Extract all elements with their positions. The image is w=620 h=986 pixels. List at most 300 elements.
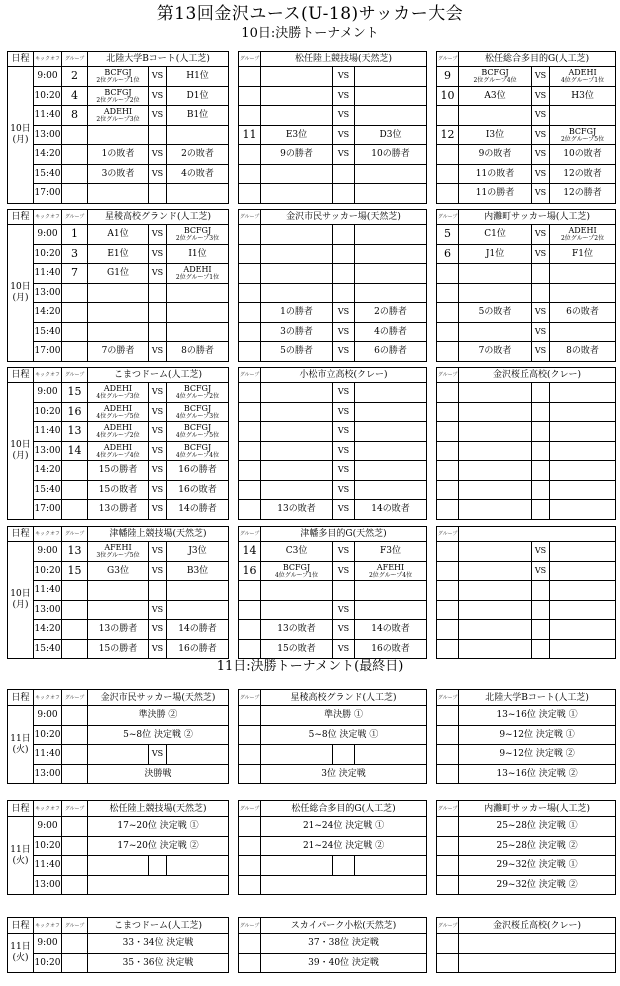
- match-number: 7: [62, 264, 88, 284]
- match-label: 21~24位 決定戦 ①: [261, 817, 427, 837]
- match-number: 15: [62, 561, 88, 581]
- table-row: [8, 322, 616, 342]
- venue-name: スカイパーク小松(天然芝): [261, 918, 427, 934]
- vs-label: VS: [149, 225, 167, 245]
- team-b: [355, 402, 427, 422]
- table-row: [8, 600, 616, 620]
- vs-label: VS: [532, 342, 550, 362]
- group-cell: [62, 764, 88, 784]
- match-number: [437, 264, 459, 284]
- team-b: 14の敗者: [355, 620, 427, 640]
- match-label: 25~28位 決定戦 ②: [459, 836, 616, 856]
- table-row: [8, 875, 616, 895]
- team-b: [167, 125, 229, 145]
- group-header: グループ: [239, 918, 261, 934]
- team-line: BCFGJ: [104, 68, 132, 78]
- team-a: 13の敗者: [261, 500, 333, 520]
- match-number: [239, 620, 261, 640]
- spacer: [229, 706, 239, 726]
- vs-label: VS: [149, 264, 167, 284]
- empty-cell: [167, 745, 229, 765]
- match-label: 3位 決定戦: [261, 764, 427, 784]
- vs-label: VS: [149, 745, 167, 765]
- day-label: 11日(火): [8, 706, 34, 784]
- vs-label: VS: [532, 125, 550, 145]
- table-row: [8, 725, 616, 745]
- team-subline: 2位グループ4位: [368, 571, 413, 579]
- team-b: [355, 480, 427, 500]
- spacer: [229, 725, 239, 745]
- group-cell: [62, 934, 88, 954]
- match-number: 10: [437, 86, 459, 106]
- table-row: [8, 303, 616, 323]
- team-a: [88, 422, 149, 442]
- team-a: [88, 283, 149, 303]
- spacer: [427, 745, 437, 765]
- table-row: [8, 953, 616, 973]
- team-subline: 4位グループ1位: [274, 571, 319, 579]
- group-header: グループ: [437, 690, 459, 706]
- spacer: [427, 801, 437, 817]
- team-a: [459, 322, 532, 342]
- team-b: D3位: [355, 125, 427, 145]
- team-b: 4の勝者: [355, 322, 427, 342]
- group-cell: [62, 745, 88, 765]
- team-b: 14の勝者: [167, 500, 229, 520]
- match-number: [62, 620, 88, 640]
- group-header: グループ: [62, 210, 88, 225]
- table-row: [8, 264, 616, 284]
- team-b: [550, 125, 616, 145]
- spacer: [427, 706, 437, 726]
- vs-label: [532, 600, 550, 620]
- team-b: 14の敗者: [355, 500, 427, 520]
- match-number: [239, 639, 261, 659]
- venue-name: 松任陸上競技場(天然芝): [261, 52, 427, 67]
- empty-cell: [88, 856, 149, 876]
- kickoff-time: 17:00: [34, 184, 62, 204]
- group-header: グループ: [239, 368, 261, 383]
- vs-label: VS: [333, 322, 355, 342]
- team-a: 13の勝者: [88, 620, 149, 640]
- empty-cell: [355, 745, 427, 765]
- match-number: [239, 264, 261, 284]
- match-label: 5~8位 決定戦 ②: [88, 725, 229, 745]
- match-number: [62, 461, 88, 481]
- kickoff-time: 10:20: [34, 244, 62, 264]
- team-a: [261, 480, 333, 500]
- match-number: [62, 600, 88, 620]
- team-b: [167, 303, 229, 323]
- vs-label: VS: [149, 461, 167, 481]
- team-b: [550, 322, 616, 342]
- vs-label: VS: [333, 461, 355, 481]
- team-a: 1の勝者: [261, 303, 333, 323]
- team-b: 4の敗者: [167, 164, 229, 184]
- team-b: D1位: [167, 86, 229, 106]
- day10-heading: 10日:決勝トーナメント: [241, 26, 379, 41]
- table-row: [8, 86, 616, 106]
- team-line: ADEHI: [103, 384, 133, 394]
- team-a: [88, 86, 149, 106]
- venue-name: こまつドーム(人工芝): [88, 368, 229, 383]
- match-number: [239, 402, 261, 422]
- team-b: [550, 264, 616, 284]
- date-header: 日程: [8, 210, 34, 225]
- group-cell: [239, 836, 261, 856]
- match-number: [62, 500, 88, 520]
- match-number: [239, 480, 261, 500]
- team-b: [550, 461, 616, 481]
- team-a: [88, 542, 149, 562]
- empty-cell: [88, 745, 149, 765]
- vs-label: [333, 581, 355, 601]
- spacer: [229, 801, 239, 817]
- team-line: BCFGJ: [183, 442, 212, 452]
- spacer: [229, 52, 239, 67]
- kickoff-time: 13:00: [34, 441, 62, 461]
- match-label: [261, 875, 427, 895]
- team-a: [88, 402, 149, 422]
- spacer: [229, 461, 239, 481]
- spacer: [229, 817, 239, 837]
- team-b: [355, 86, 427, 106]
- vs-label: [333, 225, 355, 245]
- vs-label: [532, 500, 550, 520]
- day10-block: [7, 526, 616, 659]
- team-line: ADEHI: [568, 226, 597, 236]
- vs-label: VS: [149, 500, 167, 520]
- match-number: [239, 500, 261, 520]
- spacer: [229, 542, 239, 562]
- match-number: [437, 542, 459, 562]
- vs-label: VS: [532, 184, 550, 204]
- team-b: [550, 581, 616, 601]
- table-row: [8, 500, 616, 520]
- vs-label: VS: [149, 422, 167, 442]
- team-a: [459, 67, 532, 87]
- vs-label: VS: [333, 422, 355, 442]
- spacer: [427, 817, 437, 837]
- team-subline: 2位グループ2位: [96, 96, 140, 104]
- vs-label: [149, 125, 167, 145]
- team-a: [88, 441, 149, 461]
- match-number: 14: [239, 542, 261, 562]
- team-a: [88, 125, 149, 145]
- vs-label: VS: [333, 145, 355, 165]
- spacer: [427, 422, 437, 442]
- date-header: 日程: [8, 918, 34, 934]
- vs-label: VS: [149, 600, 167, 620]
- match-number: 3: [62, 244, 88, 264]
- spacer: [427, 856, 437, 876]
- spacer: [229, 836, 239, 856]
- team-b: [550, 600, 616, 620]
- spacer: [427, 368, 437, 383]
- team-a: 15の敗者: [261, 639, 333, 659]
- team-b: [355, 264, 427, 284]
- team-line: ADEHI: [183, 265, 212, 275]
- team-b: 8の敗者: [550, 342, 616, 362]
- kickoff-time: 11:40: [34, 581, 62, 601]
- team-a: A3位: [459, 86, 532, 106]
- day10-block: [7, 51, 616, 204]
- match-label: 17~20位 決定戦 ②: [88, 836, 229, 856]
- team-b: F3位: [355, 542, 427, 562]
- page-title: 第13回金沢ユース(U-18)サッカー大会: [156, 4, 464, 24]
- team-a: [459, 600, 532, 620]
- venue-name: 星稜高校グランド(人工芝): [261, 690, 427, 706]
- venue-name: 小松市立高校(クレー): [261, 368, 427, 383]
- team-b: [355, 561, 427, 581]
- table-row: [8, 283, 616, 303]
- team-b: [355, 422, 427, 442]
- group-header: グループ: [62, 52, 88, 67]
- spacer: [427, 441, 437, 461]
- venue-name: 北陸大学Bコート(人工芝): [88, 52, 229, 67]
- spacer: [229, 184, 239, 204]
- team-a: [459, 639, 532, 659]
- team-a: [459, 264, 532, 284]
- spacer: [229, 480, 239, 500]
- team-b: [550, 67, 616, 87]
- team-a: 5の敗者: [459, 303, 532, 323]
- team-b: [355, 600, 427, 620]
- team-a: [88, 184, 149, 204]
- team-b: [355, 67, 427, 87]
- team-subline: 4位グループ1位: [560, 77, 605, 85]
- team-subline: 4位グループ2位: [175, 393, 220, 401]
- day10-block: [7, 209, 616, 362]
- match-number: [239, 422, 261, 442]
- spacer: [427, 639, 437, 659]
- team-subline: 2位グループ1位: [96, 77, 140, 85]
- spacer: [229, 210, 239, 225]
- vs-label: [532, 639, 550, 659]
- spacer: [229, 303, 239, 323]
- team-subline: 4位グループ2位: [96, 432, 140, 440]
- date-header: 日程: [8, 368, 34, 383]
- match-number: 13: [62, 422, 88, 442]
- vs-label: [333, 283, 355, 303]
- date-header: 日程: [8, 527, 34, 542]
- team-b: [550, 383, 616, 403]
- match-number: [437, 145, 459, 165]
- group-cell: [239, 725, 261, 745]
- match-number: [437, 620, 459, 640]
- spacer: [229, 422, 239, 442]
- vs-label: [532, 480, 550, 500]
- team-a: [261, 225, 333, 245]
- table-row: [8, 67, 616, 87]
- team-b: [550, 402, 616, 422]
- group-cell: [239, 875, 261, 895]
- team-a: [459, 422, 532, 442]
- vs-label: VS: [149, 67, 167, 87]
- team-b: [550, 639, 616, 659]
- team-a: [261, 422, 333, 442]
- match-number: 5: [437, 225, 459, 245]
- team-a: 15の勝者: [88, 639, 149, 659]
- team-a: 15の勝者: [88, 461, 149, 481]
- team-b: 6の勝者: [355, 342, 427, 362]
- match-number: [62, 480, 88, 500]
- kickoff-time: 17:00: [34, 342, 62, 362]
- team-subline: 2位グループ3位: [175, 235, 220, 243]
- vs-label: VS: [333, 402, 355, 422]
- group-cell: [239, 953, 261, 973]
- match-number: [437, 342, 459, 362]
- spacer: [229, 690, 239, 706]
- match-number: [239, 283, 261, 303]
- match-label: 9~12位 決定戦 ②: [459, 745, 616, 765]
- team-subline: 2位グループ4位: [473, 77, 517, 85]
- vs-label: [149, 283, 167, 303]
- team-subline: 2位グループ2位: [560, 235, 605, 243]
- team-b: 6の敗者: [550, 303, 616, 323]
- team-a: [261, 441, 333, 461]
- group-cell: [239, 856, 261, 876]
- team-b: [167, 441, 229, 461]
- spacer: [427, 322, 437, 342]
- team-b: H3位: [550, 86, 616, 106]
- table-row: [8, 856, 616, 876]
- empty-cell: [149, 856, 167, 876]
- vs-label: [532, 441, 550, 461]
- group-header: グループ: [437, 52, 459, 67]
- team-a: [88, 581, 149, 601]
- spacer: [427, 225, 437, 245]
- team-a: [261, 283, 333, 303]
- team-line: AFEHI: [104, 543, 132, 553]
- match-label: 準決勝 ①: [261, 706, 427, 726]
- vs-label: VS: [532, 67, 550, 87]
- spacer: [229, 342, 239, 362]
- vs-label: VS: [532, 303, 550, 323]
- spacer: [427, 875, 437, 895]
- group-cell: [437, 725, 459, 745]
- team-subline: 4位グループ3位: [96, 393, 140, 401]
- group-header: グループ: [437, 527, 459, 542]
- empty-cell: [355, 856, 427, 876]
- team-b: B1位: [167, 106, 229, 126]
- spacer: [229, 106, 239, 126]
- group-header: グループ: [437, 801, 459, 817]
- vs-label: VS: [333, 600, 355, 620]
- kickoff-time: 11:40: [34, 856, 62, 876]
- team-b: 16の敗者: [167, 480, 229, 500]
- match-label: 37・38位 決定戦: [261, 934, 427, 954]
- team-a: [261, 461, 333, 481]
- vs-label: [149, 303, 167, 323]
- match-number: [239, 303, 261, 323]
- team-a: [88, 383, 149, 403]
- table-row: [8, 542, 616, 562]
- spacer: [427, 184, 437, 204]
- group-cell: [62, 875, 88, 895]
- vs-label: [149, 581, 167, 601]
- team-line: BCFGJ: [183, 423, 212, 433]
- spacer: [229, 441, 239, 461]
- table-row: [8, 106, 616, 126]
- table-row: [8, 764, 616, 784]
- match-number: [437, 639, 459, 659]
- spacer: [427, 244, 437, 264]
- match-label: 39・40位 決定戦: [261, 953, 427, 973]
- team-a: [459, 441, 532, 461]
- table-row: [8, 480, 616, 500]
- match-number: 2: [62, 67, 88, 87]
- empty-cell: [333, 745, 355, 765]
- team-a: [261, 264, 333, 284]
- kickoff-time: 13:00: [34, 600, 62, 620]
- empty-cell: [333, 856, 355, 876]
- team-line: BCFGJ: [183, 226, 212, 236]
- group-cell: [62, 725, 88, 745]
- group-header: グループ: [437, 918, 459, 934]
- group-cell: [437, 875, 459, 895]
- spacer: [427, 67, 437, 87]
- spacer: [427, 764, 437, 784]
- venue-name: 金沢市民サッカー場(天然芝): [261, 210, 427, 225]
- team-b: [550, 225, 616, 245]
- kickoff-time: 9:00: [34, 706, 62, 726]
- match-number: [437, 106, 459, 126]
- match-number: [239, 322, 261, 342]
- team-b: [550, 106, 616, 126]
- venue-name: 松任総合多目的G(人工芝): [261, 801, 427, 817]
- match-number: [62, 581, 88, 601]
- day-label: 10日(月): [8, 67, 34, 204]
- team-line: ADEHI: [103, 107, 133, 117]
- vs-label: VS: [333, 500, 355, 520]
- group-cell: [239, 934, 261, 954]
- team-a: G1位: [88, 264, 149, 284]
- vs-label: VS: [149, 620, 167, 640]
- spacer: [229, 283, 239, 303]
- match-number: [239, 145, 261, 165]
- team-b: 10の勝者: [355, 145, 427, 165]
- group-cell: [62, 856, 88, 876]
- spacer: [229, 145, 239, 165]
- team-a: [261, 106, 333, 126]
- match-number: [437, 322, 459, 342]
- match-number: 12: [437, 125, 459, 145]
- match-number: [239, 383, 261, 403]
- kickoff-time: 9:00: [34, 225, 62, 245]
- table-row: [8, 639, 616, 659]
- team-a: 11の敗者: [459, 164, 532, 184]
- vs-label: VS: [532, 164, 550, 184]
- spacer: [427, 86, 437, 106]
- spacer: [427, 145, 437, 165]
- group-cell: [239, 817, 261, 837]
- match-label: 29~32位 決定戦 ②: [459, 875, 616, 895]
- kickoff-header: キックオフ: [34, 801, 62, 817]
- team-a: 9の勝者: [261, 145, 333, 165]
- vs-label: VS: [532, 561, 550, 581]
- group-cell: [437, 745, 459, 765]
- venue-name: 松任陸上競技場(天然芝): [88, 801, 229, 817]
- table-row: [8, 461, 616, 481]
- team-a: E3位: [261, 125, 333, 145]
- match-number: [437, 283, 459, 303]
- spacer: [229, 764, 239, 784]
- team-a: [459, 480, 532, 500]
- kickoff-header: キックオフ: [34, 527, 62, 542]
- match-label: 29~32位 決定戦 ①: [459, 856, 616, 876]
- team-subline: 2位グループ5位: [560, 135, 605, 143]
